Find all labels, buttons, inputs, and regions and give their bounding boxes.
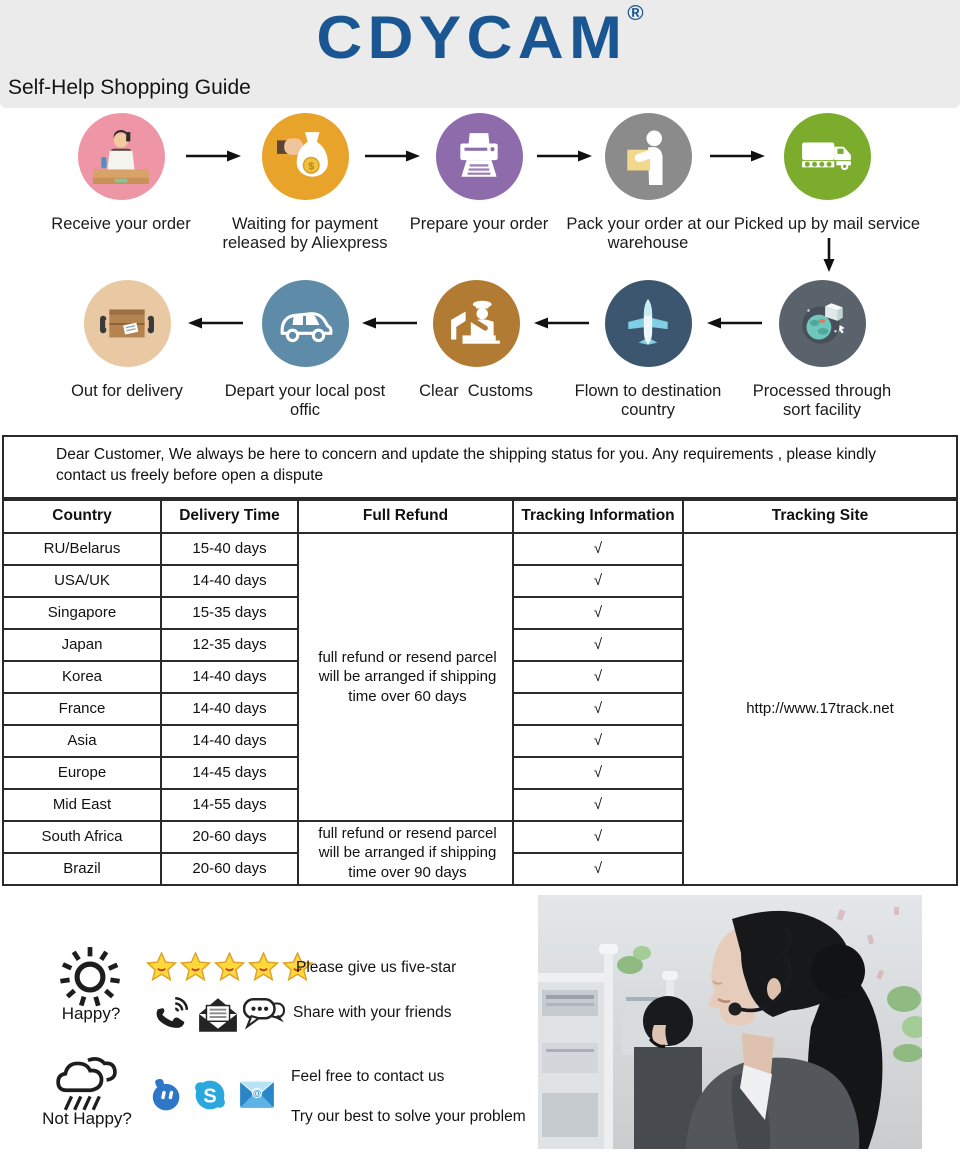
- airplane-icon: [605, 280, 692, 367]
- col-header-country: Country: [3, 500, 161, 533]
- mail-blue-icon: [238, 1078, 276, 1110]
- country-cell: South Africa: [3, 821, 161, 853]
- tracking-check: √: [513, 853, 683, 885]
- star-icon: [180, 952, 211, 982]
- col-header-delivery-time: Delivery Time: [161, 500, 298, 533]
- refund-policy-90-cell: full refund or resend parcel will be arranged if shipping time over 90 days: [298, 821, 513, 885]
- delivery-cell: 14-40 days: [161, 725, 298, 757]
- delivery-box-icon: [84, 280, 171, 367]
- delivery-cell: 15-40 days: [161, 533, 298, 565]
- post-van-icon: [262, 280, 349, 367]
- svg-text:$: $: [308, 160, 315, 172]
- col-header-tracking-info: Tracking Information: [513, 500, 683, 533]
- svg-text:@: @: [252, 1087, 262, 1098]
- printer-icon: [436, 113, 523, 200]
- flow-step-label: Picked up by mail service: [733, 215, 921, 233]
- col-header-tracking-site: Tracking Site: [683, 500, 957, 533]
- sun-icon: [57, 944, 123, 1010]
- brand-logo: [0, 2, 960, 72]
- flow-step-picked-up: [732, 113, 922, 234]
- delivery-cell: 14-40 days: [161, 661, 298, 693]
- delivery-cell: 15-35 days: [161, 597, 298, 629]
- country-cell: Europe: [3, 757, 161, 789]
- flow-step-prepare-order: [384, 113, 574, 234]
- country-cell: Japan: [3, 629, 161, 661]
- tracking-check: √: [513, 629, 683, 661]
- col-header-full-refund: Full Refund: [298, 500, 513, 533]
- customer-notice: Dear Customer, We always be here to concern and update the shipping status for you. Any requirements , please kindly contact us freely before open a dispute: [2, 435, 958, 499]
- delivery-cell: 14-45 days: [161, 757, 298, 789]
- star-icon: [214, 952, 245, 982]
- pack-box-icon: [605, 113, 692, 200]
- tracking-check: √: [513, 597, 683, 629]
- country-cell: Korea: [3, 661, 161, 693]
- flow-step-depart-post-office: [210, 280, 400, 421]
- happy-label: Happy?: [61, 1003, 121, 1023]
- flow-step-sort-facility: [727, 280, 917, 421]
- flow-step-pack-order: [553, 113, 743, 254]
- flow-step-flown-to-destination: [553, 280, 743, 421]
- tracking-check: √: [513, 533, 683, 565]
- tracking-check: √: [513, 821, 683, 853]
- flow-step-label: Prepare your order: [409, 215, 549, 233]
- brand-logo-text: CDYCAM: [316, 4, 628, 71]
- country-cell: Asia: [3, 725, 161, 757]
- mail-truck-icon: [784, 113, 871, 200]
- delivery-cell: 20-60 days: [161, 821, 298, 853]
- flow-step-label: Clear Customs: [419, 382, 533, 400]
- globe-parcel-icon: [779, 280, 866, 367]
- svg-text:S: S: [203, 1085, 217, 1108]
- refund-policy-60-cell: full refund or resend parcel will be arranged if shipping time over 60 days: [298, 533, 513, 821]
- star-icon: [146, 952, 177, 982]
- tracking-check: √: [513, 661, 683, 693]
- tracking-site-cell: http://www.17track.net: [683, 533, 957, 885]
- country-cell: RU/Belarus: [3, 533, 161, 565]
- flow-step-label: Receive your order: [51, 215, 191, 233]
- flow-step-label: Processed through sort facility: [752, 382, 892, 420]
- not-happy-label: Not Happy?: [42, 1108, 132, 1128]
- tracking-check: √: [513, 565, 683, 597]
- flow-step-waiting-payment: [210, 113, 400, 254]
- header: [0, 0, 960, 108]
- delivery-cell: 14-40 days: [161, 693, 298, 725]
- registered-mark: ®: [627, 2, 644, 25]
- country-cell: France: [3, 693, 161, 725]
- tracking-check: √: [513, 757, 683, 789]
- table-row: [3, 533, 957, 565]
- skype-icon: [193, 1078, 227, 1112]
- customs-officer-icon: [433, 280, 520, 367]
- person-at-desk-icon: [78, 113, 165, 200]
- delivery-cell: 14-55 days: [161, 789, 298, 821]
- flow-step-label: Depart your local post offic: [224, 382, 386, 420]
- tracking-check: √: [513, 725, 683, 757]
- country-cell: Mid East: [3, 789, 161, 821]
- chat-bubbles-icon: [243, 996, 285, 1032]
- contact-text: Feel free to contact us: [291, 1067, 445, 1085]
- shipping-table: [2, 499, 958, 886]
- flow-step-label: Waiting for payment released by Aliexpress: [222, 215, 388, 253]
- flow-step-label: Out for delivery: [71, 382, 183, 400]
- page-title: Self-Help Shopping Guide: [8, 76, 251, 99]
- flow-step-label: Pack your order at our warehouse: [566, 215, 730, 253]
- country-cell: Singapore: [3, 597, 161, 629]
- flow-step-receive-order: [26, 113, 216, 234]
- wangwang-icon: [149, 1078, 181, 1112]
- envelope-icon: [197, 996, 239, 1034]
- tracking-check: √: [513, 693, 683, 725]
- five-star-text: Please give us five-star: [296, 958, 457, 976]
- country-cell: Brazil: [3, 853, 161, 885]
- table-header-row: [3, 500, 957, 533]
- shipping-flow-diagram: [0, 108, 960, 435]
- arrow-down-icon: [822, 238, 836, 272]
- footer: [0, 886, 960, 1155]
- country-cell: USA/UK: [3, 565, 161, 597]
- solve-text: Try our best to solve your problem: [291, 1107, 526, 1125]
- delivery-cell: 12-35 days: [161, 629, 298, 661]
- share-text: Share with your friends: [293, 1003, 452, 1021]
- flow-step-out-for-delivery: [32, 280, 222, 401]
- customer-service-photo: [538, 895, 922, 1149]
- flow-step-clear-customs: [381, 280, 571, 401]
- tracking-check: √: [513, 789, 683, 821]
- money-bag-icon: [262, 113, 349, 200]
- star-icon: [248, 952, 279, 982]
- delivery-cell: 20-60 days: [161, 853, 298, 885]
- five-star-rating: [146, 952, 313, 982]
- rain-cloud-icon: [53, 1052, 121, 1114]
- phone-icon: [152, 994, 190, 1032]
- flow-step-label: Flown to destination country: [574, 382, 722, 420]
- delivery-cell: 14-40 days: [161, 565, 298, 597]
